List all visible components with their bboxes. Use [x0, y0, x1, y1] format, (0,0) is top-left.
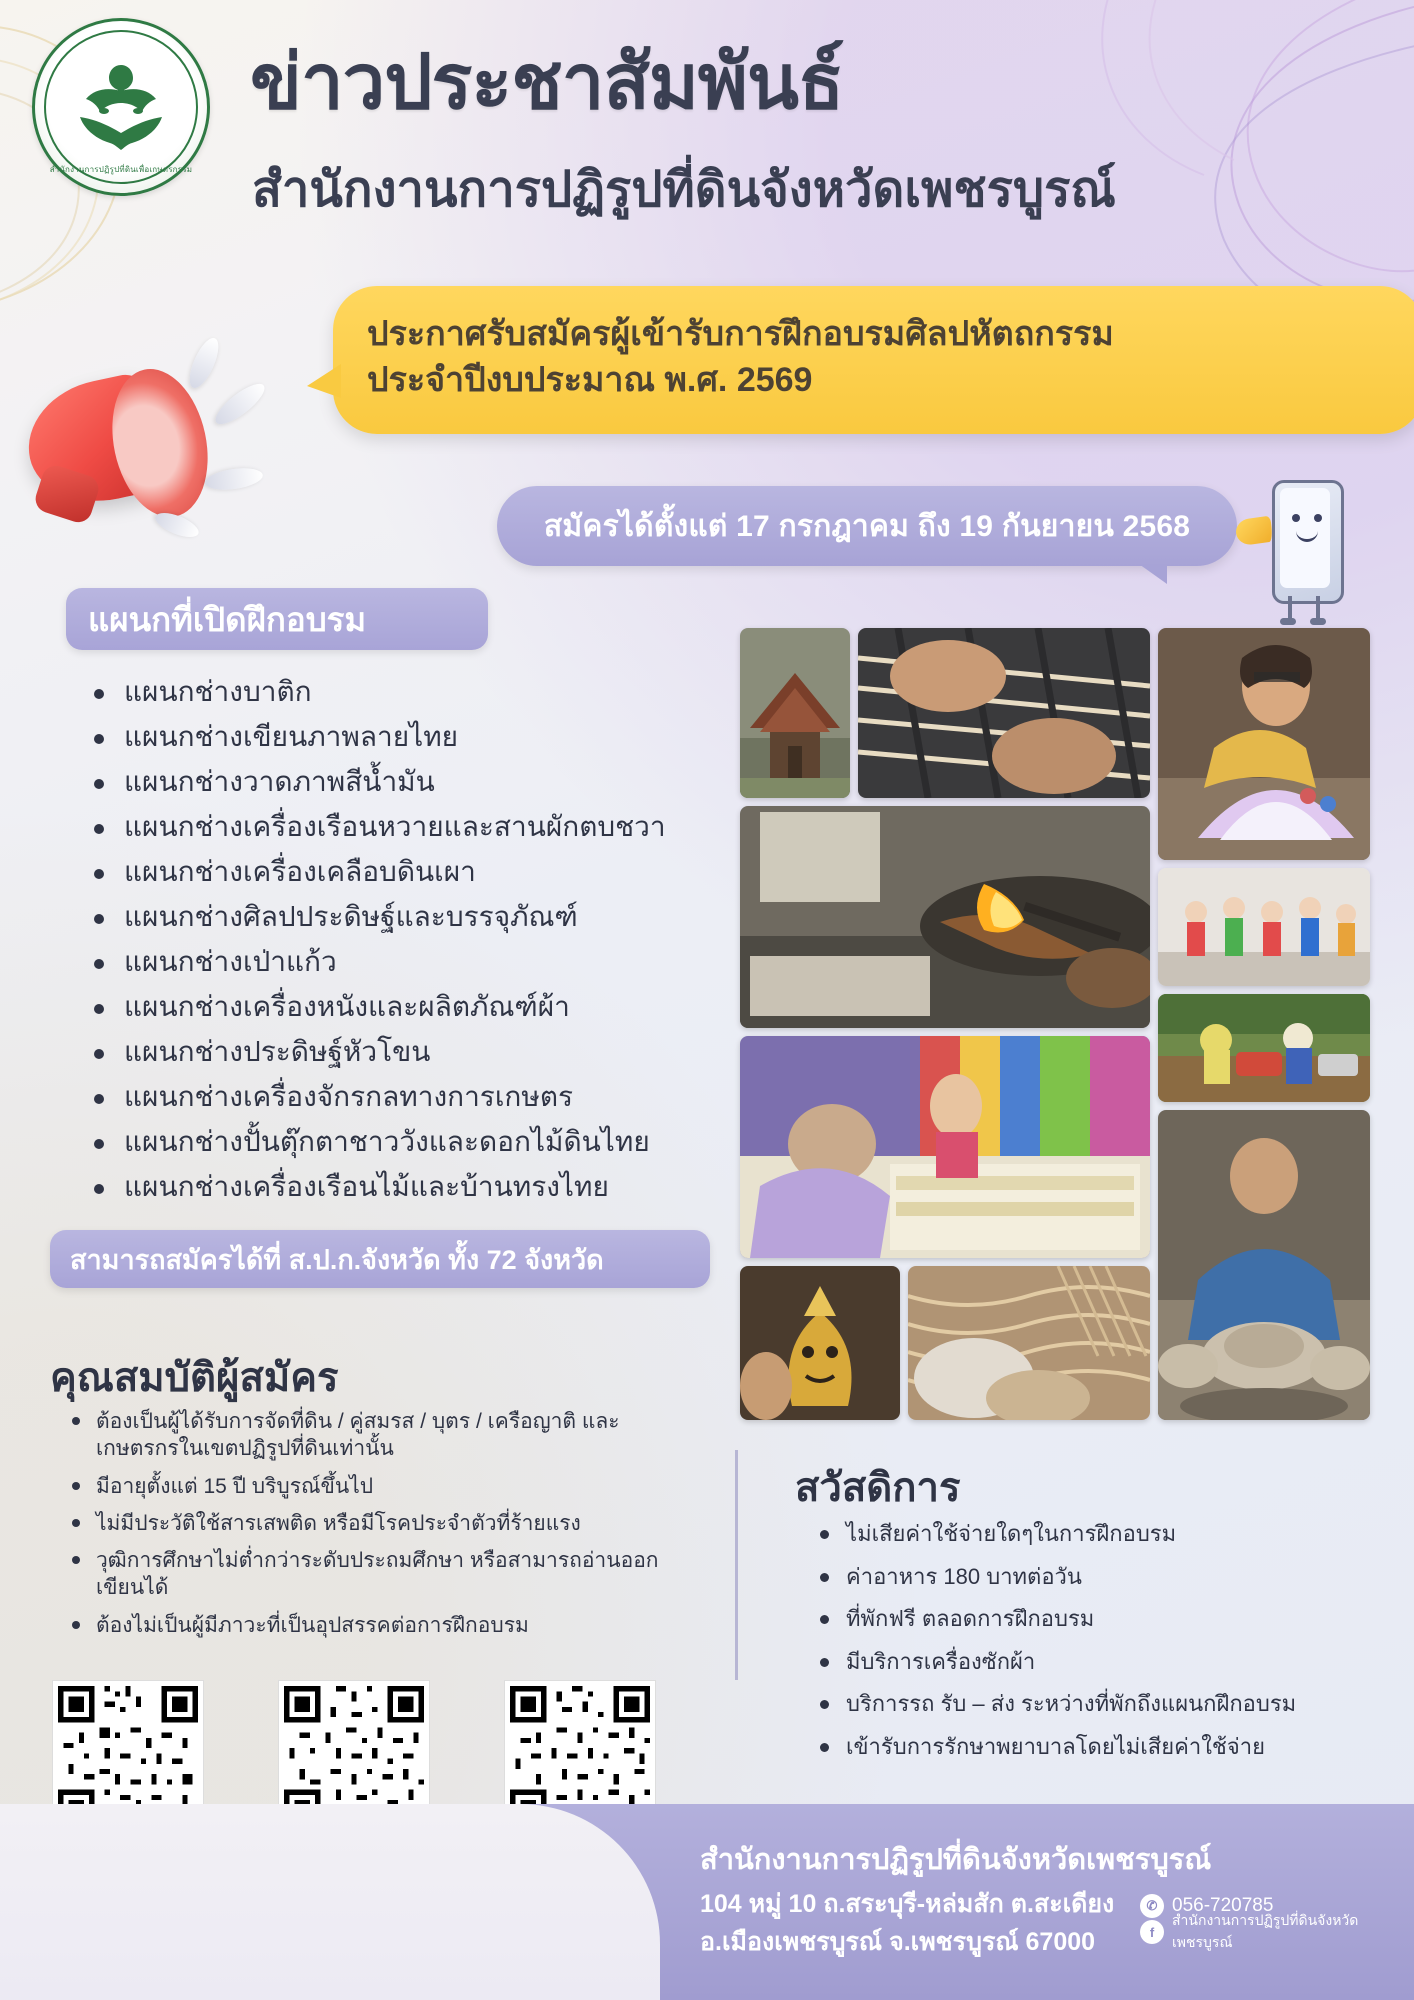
- photo-pottery-image: [1158, 1110, 1370, 1420]
- list-item: ไม่มีประวัติใช้สารเสพติด หรือมีโรคประจำตัวที่ร้ายแรง: [62, 1510, 702, 1537]
- qualifications-list: [62, 1408, 702, 1649]
- announcement-line-2: ประจำปีงบประมาณ พ.ศ. 2569: [367, 360, 813, 399]
- photo-clay-dolls-image: [1158, 868, 1370, 986]
- announcement-line-1: ประกาศรับสมัครผู้เข้ารับการฝึกอบรมศิลปหัตถกรรม: [367, 315, 1114, 353]
- footer-address-line-1: 104 หมู่ 10 ถ.สระบุรี-หล่มสัก ต.สะเดียง: [700, 1890, 1115, 1918]
- list-item: ต้องเป็นผู้ได้รับการจัดที่ดิน / คู่สมรส / บุตร / เครือญาติ และเกษตรกรในเขตปฏิรูปที่ดินเท่านั้น: [62, 1408, 702, 1463]
- section-divider: [735, 1450, 738, 1680]
- facebook-icon: f: [1140, 1920, 1164, 1944]
- photo-farm-machinery-image: [1158, 994, 1370, 1102]
- footer-facebook-name: สำนักงานการปฏิรูปที่ดินจังหวัดเพชรบูรณ์: [1172, 1912, 1359, 1950]
- phone-mascot-icon: [1258, 480, 1350, 630]
- phone-icon: ✆: [1140, 1894, 1164, 1918]
- list-item: แผนกช่างเครื่องหนังและผลิตภัณฑ์ผ้า: [78, 993, 718, 1021]
- list-item: มีอายุตั้งแต่ 15 ปี บริบูรณ์ขึ้นไป: [62, 1473, 702, 1500]
- photo-weaving-hands: [858, 628, 1150, 798]
- photo-batik-painting-image: [740, 1036, 1150, 1258]
- list-item: แผนกช่างเป่าแก้ว: [78, 948, 718, 976]
- footer: [0, 1804, 1414, 2000]
- list-item: แผนกช่างบาติก: [78, 678, 718, 706]
- photo-khon-mask: [740, 1266, 900, 1420]
- list-item: ไม่เสียค่าใช้จ่ายใดๆในการฝึกอบรม: [808, 1520, 1368, 1548]
- photo-batik-painting: [740, 1036, 1150, 1258]
- photo-doll-maker-image: [1158, 628, 1370, 860]
- footer-facebook[interactable]: [1140, 1910, 1414, 1954]
- agency-logo: [32, 18, 210, 196]
- list-item: แผนกช่างประดิษฐ์หัวโขน: [78, 1038, 718, 1066]
- departments-heading: แผนกที่เปิดฝึกอบรม: [66, 588, 488, 650]
- application-period-banner: [497, 486, 1237, 566]
- footer-address-line-2: อ.เมืองเพชรบูรณ์ จ.เพชรบูรณ์ 67000: [700, 1928, 1096, 1956]
- list-item: แผนกช่างเครื่องเรือนไม้และบ้านทรงไทย: [78, 1173, 718, 1201]
- photo-pottery: [1158, 1110, 1370, 1420]
- list-item: วุฒิการศึกษาไม่ต่ำกว่าระดับประถมศึกษา หรือสามารถอ่านออกเขียนได้: [62, 1547, 702, 1602]
- announcement-bubble: [333, 286, 1414, 434]
- logo-inner-ring: [44, 30, 198, 184]
- logo-ring-text: สำนักงานการปฏิรูปที่ดินเพื่อเกษตรกรรม: [49, 165, 193, 174]
- list-item: แผนกช่างศิลปประดิษฐ์และบรรจุภัณฑ์: [78, 903, 718, 931]
- list-item: แผนกช่างเครื่องจักรกลทางการเกษตร: [78, 1083, 718, 1111]
- photo-weaving-hands-image: [858, 628, 1150, 798]
- list-item: แผนกช่างเครื่องเคลือบดินเผา: [78, 858, 718, 886]
- list-item: แผนกช่างเครื่องเรือนหวายและสานผักตบชวา: [78, 813, 718, 841]
- list-item: แผนกช่างปั้นตุ๊กตาชาววังและดอกไม้ดินไทย: [78, 1128, 718, 1156]
- list-item: ต้องไม่เป็นผู้มีภาวะที่เป็นอุปสรรคต่อการฝึกอบรม: [62, 1612, 702, 1639]
- footer-curve-decoration: [0, 1804, 660, 2000]
- page-subtitle: สำนักงานการปฏิรูปที่ดินจังหวัดเพชรบูรณ์: [252, 163, 1116, 217]
- apply-location-note: สามารถสมัครได้ที่ ส.ป.ก.จังหวัด ทั้ง 72 จังหวัด: [50, 1230, 710, 1288]
- list-item: ค่าอาหาร 180 บาทต่อวัน: [808, 1563, 1368, 1591]
- photo-glass-blowing: [740, 806, 1150, 1028]
- footer-phone-number: 056-720785: [1172, 1895, 1274, 1916]
- photo-farm-machinery: [1158, 994, 1370, 1102]
- photo-thai-house: [740, 628, 850, 798]
- page-title: ข่าวประชาสัมพันธ์: [250, 40, 844, 125]
- list-item: แผนกช่างวาดภาพสีน้ำมัน: [78, 768, 718, 796]
- photo-thai-house-image: [740, 628, 850, 798]
- departments-list: [78, 678, 718, 1218]
- photo-clay-dolls: [1158, 868, 1370, 986]
- welfare-heading: สวัสดิการ: [795, 1466, 961, 1510]
- photo-khon-mask-image: [740, 1266, 900, 1420]
- qualifications-heading: คุณสมบัติผู้สมัคร: [50, 1356, 339, 1400]
- garuda-emblem-icon: [66, 59, 176, 155]
- list-item: แผนกช่างเขียนภาพลายไทย: [78, 723, 718, 751]
- photo-doll-maker: [1158, 628, 1370, 860]
- list-item: บริการรถ รับ – ส่ง ระหว่างที่พักถึงแผนกฝึกอบรม: [808, 1690, 1368, 1718]
- list-item: เข้ารับการรักษาพยาบาลโดยไม่เสียค่าใช้จ่าย: [808, 1733, 1368, 1761]
- welfare-list: [808, 1520, 1368, 1775]
- application-period-text: สมัครได้ตั้งแต่ 17 กรกฎาคม ถึง 19 กันยายน 2568: [543, 509, 1191, 543]
- list-item: ที่พักฟรี ตลอดการฝึกอบรม: [808, 1605, 1368, 1633]
- photo-glass-blowing-image: [740, 806, 1150, 1028]
- photo-rattan-basket-image: [908, 1266, 1150, 1420]
- footer-office-name: สำนักงานการปฏิรูปที่ดินจังหวัดเพชรบูรณ์: [700, 1844, 1212, 1876]
- list-item: มีบริการเครื่องซักผ้า: [808, 1648, 1368, 1676]
- megaphone-icon: [18, 330, 308, 560]
- photo-rattan-basket: [908, 1266, 1150, 1420]
